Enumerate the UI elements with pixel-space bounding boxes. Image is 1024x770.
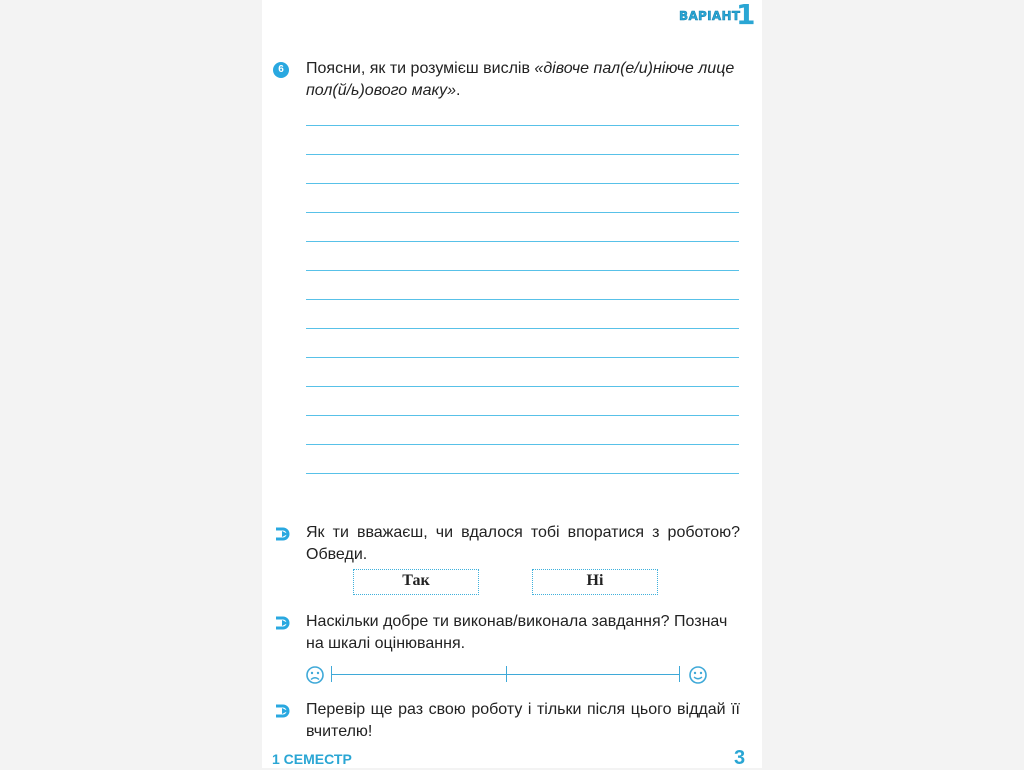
answer-line[interactable]	[306, 444, 739, 445]
sad-face-icon	[305, 665, 325, 685]
task-text-before: Поясни, як ти розумієш вислів	[306, 60, 535, 77]
answer-line[interactable]	[306, 473, 739, 474]
footer-semester: 1 СЕМЕСТР	[272, 751, 352, 767]
rating-scale-tick	[679, 666, 680, 682]
happy-face-icon	[688, 665, 708, 685]
answer-line[interactable]	[306, 299, 739, 300]
arrow-right-icon	[273, 615, 293, 631]
variant-number: 1	[736, 0, 756, 31]
task-quote: «дівоче пал(е/и)ніюче лице пол(й/ь)ового маку»	[306, 60, 735, 99]
answer-line[interactable]	[306, 386, 739, 387]
self-check-question-2: Наскільки добре ти виконав/виконала завдання? Познач на шкалі оцінювання.	[306, 613, 728, 652]
rating-scale-tick	[331, 666, 332, 682]
option-yes-box[interactable]: Так	[353, 569, 479, 595]
answer-line[interactable]	[306, 154, 739, 155]
answer-line[interactable]	[306, 241, 739, 242]
answer-line[interactable]	[306, 415, 739, 416]
answer-line[interactable]	[306, 183, 739, 184]
variant-label: ВАРІАНТ	[679, 9, 741, 23]
answer-line[interactable]	[306, 212, 739, 213]
answer-line[interactable]	[306, 328, 739, 329]
page-number: 3	[734, 747, 746, 769]
arrow-right-icon	[273, 526, 293, 542]
task-text-after: .	[455, 82, 461, 99]
answer-line[interactable]	[306, 125, 739, 126]
answer-line[interactable]	[306, 270, 739, 271]
option-no-box[interactable]: Ні	[532, 569, 658, 595]
self-check-question-3: Перевір ще раз свою роботу і тільки після цього віддай її вчителю!	[306, 701, 740, 740]
answer-line[interactable]	[306, 357, 739, 358]
self-check-question-1: Як ти вважаєш, чи вдалося тобі впоратися з роботою? Обведи.	[306, 524, 740, 563]
task-number-badge: 6	[273, 62, 289, 78]
rating-scale-tick	[506, 666, 507, 682]
task-text	[306, 58, 746, 102]
arrow-right-icon	[273, 703, 293, 719]
